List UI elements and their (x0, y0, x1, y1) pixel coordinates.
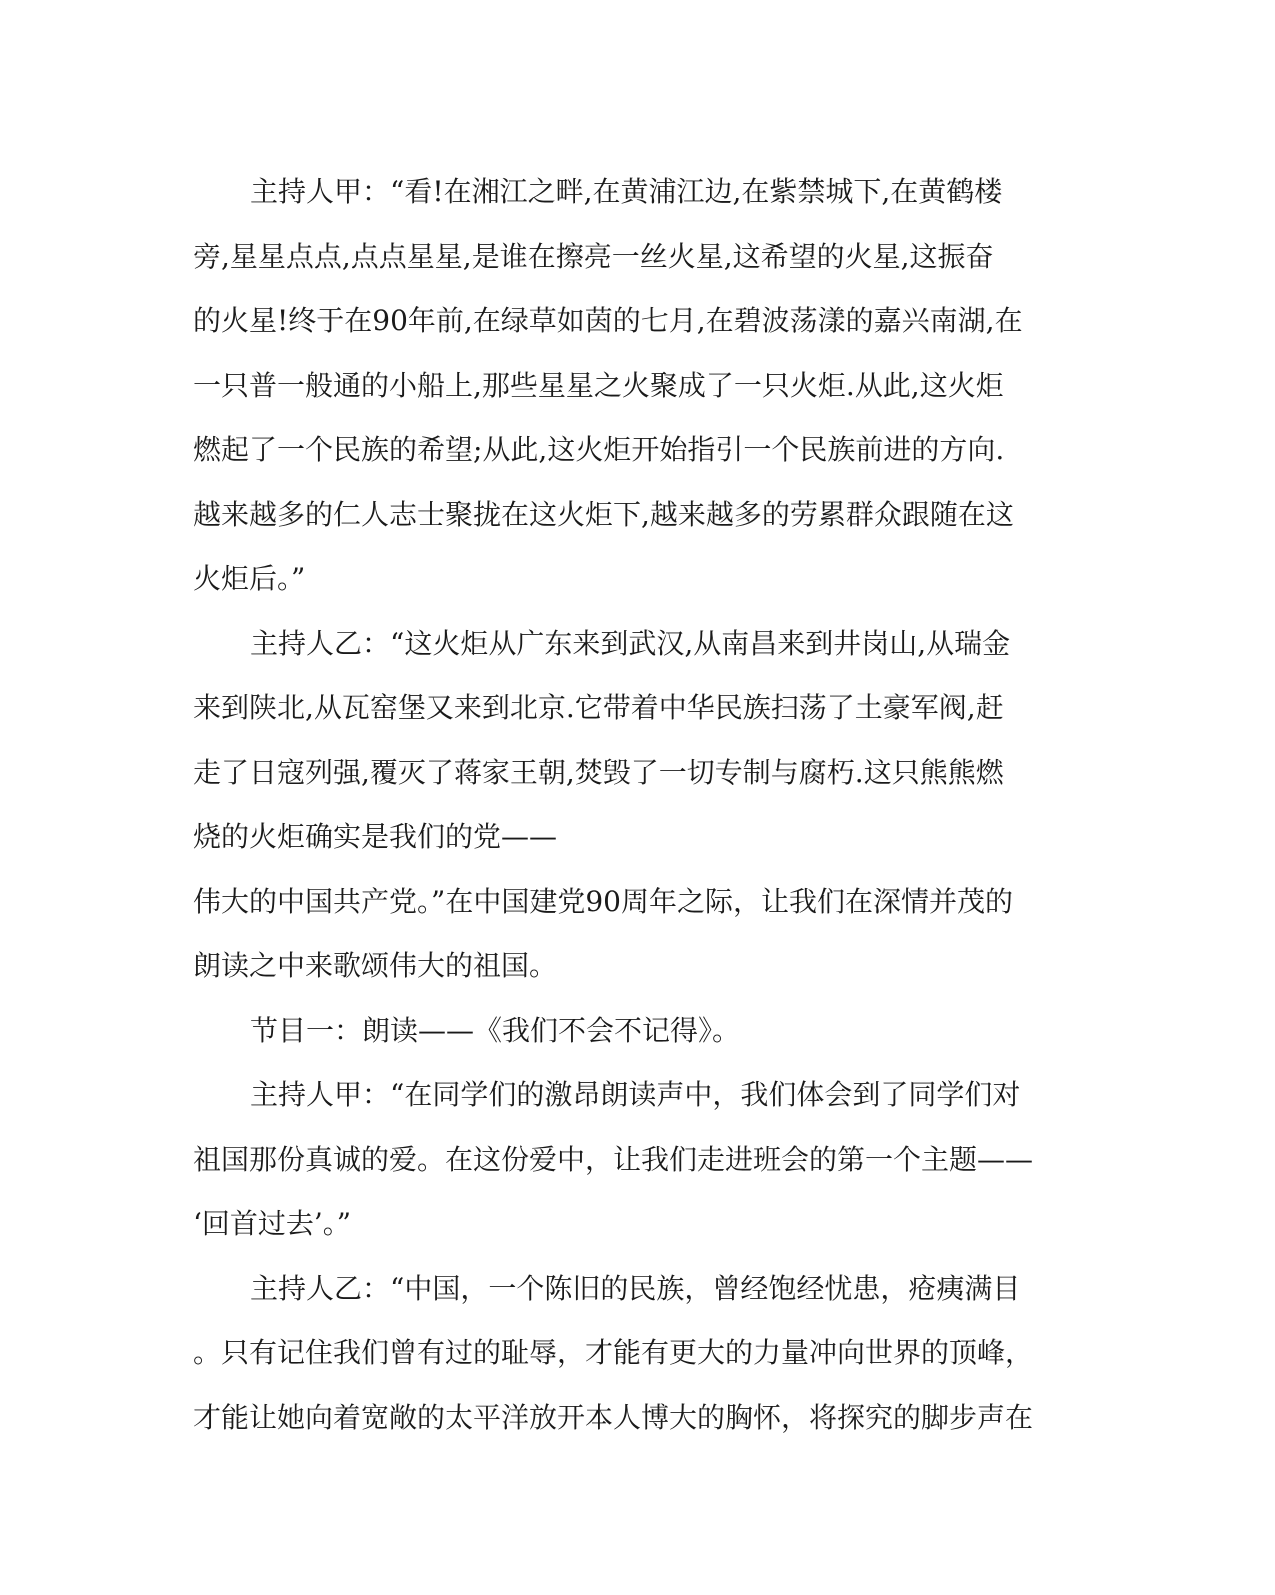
text-line-20: 才能让她向着宽敞的太平洋放开本人博大的胸怀，将探究的脚步声在 (193, 1400, 1034, 1434)
text-line-6: 越来越多的仁人志士聚拢在这火炬下,越来越多的劳累群众跟随在这 (193, 497, 1014, 531)
text-line-17: ‘回首过去’。” (193, 1207, 352, 1240)
text-line-12: 伟大的中国共产党。”在中国建党90周年之际，让我们在深情并茂的 (193, 884, 1013, 918)
text-line-2: 旁,星星点点,点点星星,是谁在擦亮一丝火星,这希望的火星,这振奋 (193, 239, 994, 273)
text-line-8: 主持人乙：“这火炬从广东来到武汉,从南昌来到井岗山,从瑞金 (250, 626, 1011, 660)
text-line-16: 祖国那份真诚的爱。在这份爱中，让我们走进班会的第一个主题—— (193, 1142, 1034, 1176)
text-line-1: 主持人甲：“看!在湘江之畔,在黄浦江边,在紫禁城下,在黄鹤楼 (250, 175, 1003, 208)
text-line-18: 主持人乙：“中国，一个陈旧的民族，曾经饱经忧患，疮痍满目 (250, 1271, 1021, 1305)
text-line-14: 节目一：朗读——《我们不会不记得》。 (250, 1013, 741, 1047)
document-body (193, 160, 1063, 1450)
text-line-15: 主持人甲：“在同学们的激昂朗读声中，我们体会到了同学们对 (250, 1078, 1021, 1111)
text-line-5: 燃起了一个民族的希望;从此,这火炬开始指引一个民族前进的方向. (193, 433, 1005, 466)
text-line-10: 走了日寇列强,覆灭了蒋家王朝,焚毁了一切专制与腐朽.这只熊熊燃 (193, 755, 1004, 789)
text-line-19: 。只有记住我们曾有过的耻辱，才能有更大的力量冲向世界的顶峰， (193, 1336, 1034, 1369)
text-line-3: 的火星!终于在90年前,在绿草如茵的七月,在碧波荡漾的嘉兴南湖,在 (193, 304, 1023, 337)
text-line-4: 一只普一般通的小船上,那些星星之火聚成了一只火炬.从此,这火炬 (193, 368, 1004, 402)
text-line-7: 火炬后。” (193, 562, 306, 595)
text-line-11: 烧的火炬确实是我们的党—— (193, 820, 558, 853)
text-line-13: 朗读之中来歌颂伟大的祖国。 (193, 949, 558, 982)
text-line-9: 来到陕北,从瓦窑堡又来到北京.它带着中华民族扫荡了土豪军阀,赶 (193, 691, 1004, 724)
